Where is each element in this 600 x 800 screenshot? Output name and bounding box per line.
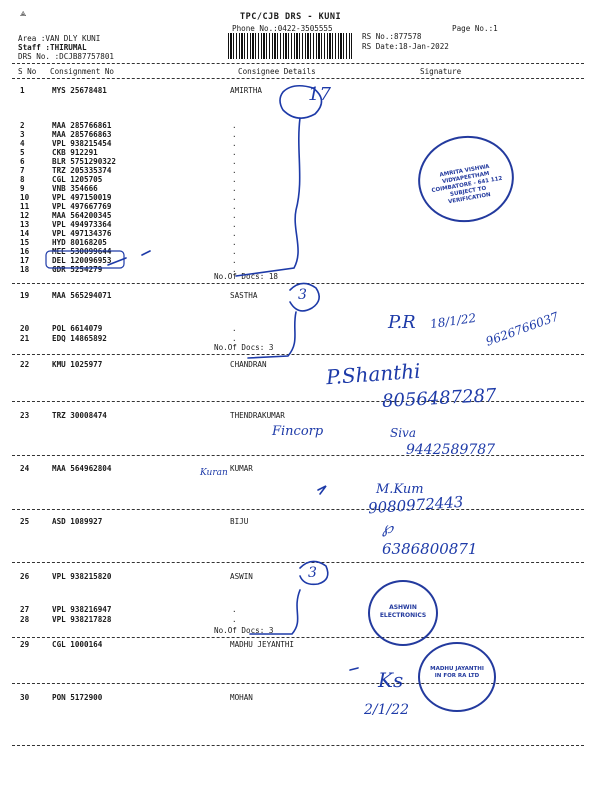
row-serial-number: 9 [20, 184, 25, 193]
row-serial-number: 30 [20, 693, 30, 702]
row-serial-number: 19 [20, 291, 30, 300]
document-title: TPC/CJB DRS - KUNI [240, 12, 342, 22]
consignment-number: VPL 497150019 [52, 193, 112, 202]
row-serial-number: 23 [20, 411, 30, 420]
consignment-number: MAA 285766863 [52, 130, 112, 139]
consignee-name: . [232, 220, 237, 229]
docs-count: No.Of Docs: 3 [214, 626, 274, 635]
institution-seal: AMRITA VISHWA VIDYAPEETHAM COIMBATORE - 641 112 SUBJECT TO VERIFICATION [411, 128, 520, 229]
consignment-number: MAA 564962804 [52, 464, 112, 473]
consignee-name: . [232, 157, 237, 166]
consignee-name: . [232, 615, 237, 624]
consignment-number: VNB 354666 [52, 184, 98, 193]
row-serial-number: 3 [20, 130, 25, 139]
handwritten-phone: 9626766037 [483, 309, 561, 349]
consignee-name: . [232, 247, 237, 256]
consignee-name: . [232, 202, 237, 211]
consignee-name: CHANDRAN [230, 360, 267, 369]
handwritten-signature: P.Shanthi [325, 358, 422, 390]
row-serial-number: 4 [20, 139, 25, 148]
consignment-number: TRZ 205335374 [52, 166, 112, 175]
handwritten-signature: M.Kum [376, 482, 424, 497]
staff-label: Staff :THIRUMAL [18, 43, 87, 52]
consignee-name: BIJU [230, 517, 249, 526]
row-serial-number: 18 [20, 265, 30, 274]
consignment-number: VPL 494973364 [52, 220, 112, 229]
row-serial-number: 17 [20, 256, 30, 265]
docs-count: No.Of Docs: 18 [214, 272, 279, 281]
row-serial-number: 8 [20, 175, 25, 184]
consignee-name: KUMAR [230, 464, 253, 473]
row-serial-number: 26 [20, 572, 30, 581]
handwritten-count: 3 [298, 287, 307, 303]
consignment-number: VPL 938215454 [52, 139, 112, 148]
row-serial-number: 7 [20, 166, 25, 175]
consignee-name: . [232, 211, 237, 220]
company-seal: MADHU JAYANTHI IN FOR RA LTD [418, 642, 496, 712]
consignment-number: MAA 285766861 [52, 121, 112, 130]
consignment-number: MYS 25678481 [52, 86, 107, 95]
consignment-number: PON 5172900 [52, 693, 103, 702]
handwritten-phone: 6386800871 [382, 540, 478, 558]
consignment-number: MAA 564200345 [52, 211, 112, 220]
col-sno: S No [18, 67, 37, 76]
row-serial-number: 22 [20, 360, 30, 369]
consignee-name: . [232, 130, 237, 139]
handwritten-phone: 8056487287 [381, 385, 498, 412]
consignee-name: . [232, 139, 237, 148]
consignee-name: . [232, 334, 237, 343]
handwritten-phone: 9442589787 [406, 442, 496, 458]
consignment-number: VPL 938216947 [52, 605, 112, 614]
col-signature: Signature [420, 67, 462, 76]
row-serial-number: 25 [20, 517, 30, 526]
consignment-number: ASD 1089927 [52, 517, 103, 526]
row-serial-number: 5 [20, 148, 25, 157]
consignee-name: SASTHA [230, 291, 258, 300]
consignee-name: THENDRAKUMAR [230, 411, 285, 420]
consignment-number: CGL 1205705 [52, 175, 103, 184]
consignee-name: MADHU JEYANTHI [230, 640, 295, 649]
row-serial-number: 21 [20, 334, 30, 343]
consignee-name: . [232, 184, 237, 193]
row-serial-number: 20 [20, 324, 30, 333]
col-consignment: Consignment No [50, 67, 115, 76]
phone-number: Phone No.:0422-3505555 [232, 24, 333, 33]
consignee-name: . [232, 238, 237, 247]
consignee-name: . [232, 121, 237, 130]
company-seal: ASHWIN ELECTRONICS [368, 580, 438, 646]
consignee-name: . [232, 148, 237, 157]
consignment-number: GDR 5254279 [52, 265, 103, 274]
rs-number: RS No.:877578 [362, 32, 422, 41]
row-serial-number: 6 [20, 157, 25, 166]
handwritten-note: Fincorp [272, 424, 324, 439]
handwritten-note: Siva [390, 426, 416, 440]
consignment-number: VPL 497667769 [52, 202, 112, 211]
consignment-number: BLR 5751290322 [52, 157, 117, 166]
consignee-name: . [232, 324, 237, 333]
consignment-number: VPL 938215820 [52, 572, 112, 581]
consignee-name: AMIRTHA [230, 86, 263, 95]
rs-date: RS Date:18-Jan-2022 [362, 42, 449, 51]
consignee-name: MOHAN [230, 693, 253, 702]
row-serial-number: 11 [20, 202, 30, 211]
consignee-name: . [232, 193, 237, 202]
row-serial-number: 29 [20, 640, 30, 649]
page-number: Page No.:1 [452, 24, 498, 33]
row-serial-number: 12 [20, 211, 30, 220]
consignee-name: . [232, 265, 237, 274]
handwritten-count: 3 [308, 565, 317, 581]
handwritten-note: Kuran [200, 468, 228, 478]
row-serial-number: 16 [20, 247, 30, 256]
consignment-number: KMU 1025977 [52, 360, 103, 369]
docs-count: No.Of Docs: 3 [214, 343, 274, 352]
row-serial-number: 14 [20, 229, 30, 238]
row-serial-number: 1 [20, 86, 25, 95]
consignee-name: . [232, 605, 237, 614]
row-serial-number: 2 [20, 121, 25, 130]
consignment-number: MAA 565294071 [52, 291, 112, 300]
drs-number: DRS No. :DCJB87757801 [18, 52, 115, 61]
consignee-name: ASWIN [230, 572, 253, 581]
consignment-number: VPL 938217828 [52, 615, 112, 624]
consignment-number: VPL 497134376 [52, 229, 112, 238]
handwritten-date: 18/1/22 [429, 310, 478, 332]
area-label: Area :VAN DLY KUNI [18, 34, 101, 43]
consignment-number: POL 6614079 [52, 324, 103, 333]
handwritten-signature: Ks [378, 668, 404, 692]
consignment-number: MEE 530099644 [52, 247, 112, 256]
logo-mark-icon: ⟁ [20, 10, 27, 18]
consignment-number: HYD 80168205 [52, 238, 107, 247]
row-serial-number: 27 [20, 605, 30, 614]
row-serial-number: 13 [20, 220, 30, 229]
handwritten-date: 2/1/22 [364, 702, 410, 718]
consignment-number: CGL 1000164 [52, 640, 103, 649]
consignee-name: . [232, 175, 237, 184]
handwritten-signature: P.R [388, 312, 416, 333]
row-serial-number: 10 [20, 193, 30, 202]
consignee-name: . [232, 229, 237, 238]
consignment-number: TRZ 30008474 [52, 411, 107, 420]
consignment-number: DEL 120096953 [52, 256, 112, 265]
row-serial-number: 28 [20, 615, 30, 624]
handwritten-phone: 9080972443 [367, 492, 464, 518]
consignee-name: . [232, 166, 237, 175]
consignee-name: . [232, 256, 237, 265]
consignment-number: EDQ 14865892 [52, 334, 107, 343]
handwritten-signature-mark: ℘ [382, 518, 394, 537]
col-consignee: Consignee Details [238, 67, 316, 76]
handwritten-count: 17 [308, 84, 331, 105]
consignment-number: CKB 912291 [52, 148, 98, 157]
row-serial-number: 15 [20, 238, 30, 247]
row-serial-number: 24 [20, 464, 30, 473]
